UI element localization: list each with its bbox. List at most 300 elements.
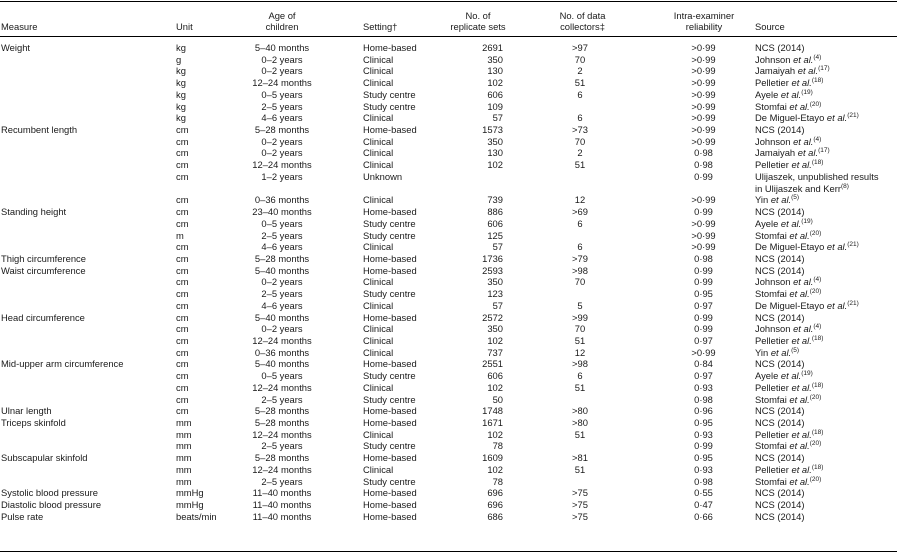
setting-cell: Clinical — [363, 241, 394, 253]
replicate-cell: 606 — [487, 370, 503, 382]
collectors-cell: 51 — [574, 463, 586, 475]
reliability-cell: 0·93 — [694, 428, 713, 440]
reliability-cell: 0·98 — [694, 393, 713, 405]
replicate-cell: 1736 — [482, 252, 503, 264]
age-cell: 12–24 months — [252, 159, 312, 171]
replicate-cell: 130 — [487, 65, 503, 77]
source-cell — [755, 89, 813, 101]
age-cell: 0–2 years — [261, 276, 303, 288]
reliability-cell: >0·99 — [691, 124, 716, 136]
replicate-cell: 102 — [487, 335, 503, 346]
header-setting-text: Setting† — [363, 21, 398, 32]
source-cell — [755, 417, 805, 429]
collectors-cell: >81 — [572, 452, 588, 464]
table-row — [0, 147, 897, 159]
collectors-cell: 6 — [577, 88, 583, 100]
reliability-cell: 0·96 — [694, 405, 713, 417]
reliability-cell: 0·95 — [694, 452, 713, 464]
unit-cell: cm — [176, 335, 189, 346]
unit-cell: cm — [176, 381, 189, 393]
replicate-cell: 886 — [487, 206, 503, 218]
age-cell: 2–5 years — [261, 440, 303, 452]
table-row — [0, 382, 897, 394]
setting-cell: Clinical — [363, 53, 394, 65]
replicate-cell: 57 — [492, 299, 503, 311]
reliability-cell: 0·98 — [694, 159, 713, 171]
age-cell: 2–5 years — [261, 475, 303, 487]
replicate-cell: 350 — [487, 53, 503, 65]
source-line: Yin et al.$^{(5)}$ — [755, 346, 800, 358]
collectors-cell: >97 — [572, 42, 588, 53]
unit-cell: cm — [176, 264, 189, 276]
collectors-cell: >79 — [572, 252, 588, 264]
table-row — [0, 241, 897, 253]
unit-cell: cm — [176, 252, 189, 264]
source-cell — [755, 276, 821, 288]
setting-cell: Home-based — [363, 264, 417, 276]
age-cell: 0–36 months — [254, 194, 310, 206]
source-cell — [755, 358, 805, 370]
reliability-cell: >0·99 — [691, 346, 716, 358]
source-cell — [755, 464, 823, 476]
setting-cell: Home-based — [363, 405, 417, 417]
source-line: Johnson et al.$^{(4)}$ — [755, 53, 822, 65]
unit-cell: cm — [176, 241, 189, 253]
header-replicate-line1: No. of — [465, 10, 491, 21]
reliability-cell: 0·99 — [694, 264, 713, 276]
measure-cell: Triceps skinfold — [1, 417, 66, 429]
replicate-cell: 350 — [487, 135, 503, 147]
source-cell — [755, 476, 821, 488]
source-line: Stomfai et al.$^{(20)}$ — [755, 229, 822, 241]
replicate-cell: 686 — [487, 510, 503, 522]
source-cell — [755, 405, 805, 417]
source-cell — [755, 452, 805, 464]
source-cell — [755, 312, 805, 324]
setting-cell: Home-based — [363, 358, 417, 370]
reliability-cell: >0·99 — [691, 88, 716, 100]
unit-cell: cm — [176, 170, 189, 182]
table-row — [0, 194, 897, 206]
reliability-cell: 0·97 — [694, 335, 713, 346]
replicate-cell: 1573 — [482, 124, 503, 136]
reliability-cell: 0·95 — [694, 417, 713, 429]
collectors-cell: 51 — [574, 77, 586, 89]
setting-cell: Clinical — [363, 428, 394, 440]
reliability-cell: >0·99 — [691, 194, 716, 206]
collectors-cell: 51 — [574, 159, 586, 171]
table-row — [0, 335, 897, 347]
age-cell: 0–2 years — [261, 147, 303, 159]
setting-cell: Clinical — [363, 159, 394, 171]
reliability-cell: >0·99 — [691, 241, 716, 253]
unit-cell: cm — [176, 276, 189, 288]
table-row — [0, 347, 897, 359]
collectors-cell: 51 — [574, 335, 586, 346]
setting-cell: Home-based — [363, 487, 417, 499]
reliability-cell: 0·97 — [694, 370, 713, 382]
source-line: De Miguel-Etayo et al.$^{(21)}$ — [755, 299, 859, 311]
measure-cell: Diastolic blood pressure — [1, 499, 102, 511]
source-line: Jamaiyah et al.$^{(17)}$ — [755, 65, 830, 77]
header-collectors-line2: collectors‡ — [560, 21, 605, 32]
collectors-cell: 12 — [574, 194, 586, 206]
unit-cell: mm — [176, 475, 192, 487]
reliability-cell: 0·84 — [694, 358, 713, 370]
table-row — [0, 136, 897, 148]
table-row — [0, 358, 897, 370]
replicate-cell: 102 — [487, 159, 503, 171]
replicate-cell: 102 — [487, 381, 503, 393]
reliability-cell: 0·99 — [694, 311, 713, 323]
collectors-cell: 5 — [577, 299, 583, 311]
table-row — [0, 417, 897, 429]
table-row — [0, 487, 897, 499]
source-cell — [755, 382, 823, 394]
source-line: Jamaiyah et al.$^{(17)}$ — [755, 147, 830, 159]
replicate-cell: 606 — [487, 88, 503, 100]
setting-cell: Study centre — [363, 440, 416, 452]
collectors-cell: >99 — [572, 311, 588, 323]
header-reliability-line2: reliability — [685, 21, 723, 32]
replicate-cell: 109 — [487, 100, 503, 112]
setting-cell: Clinical — [363, 299, 394, 311]
age-cell: 2–5 years — [261, 100, 303, 112]
age-cell: 12–24 months — [252, 335, 312, 346]
unit-cell: kg — [176, 42, 186, 53]
age-cell: 12–24 months — [252, 381, 312, 393]
replicate-cell: 50 — [492, 393, 503, 405]
setting-cell: Study centre — [363, 88, 416, 100]
source-cell — [755, 511, 805, 523]
source-cell — [755, 440, 821, 452]
unit-cell: cm — [176, 135, 189, 147]
unit-cell: mm — [176, 463, 192, 475]
header-age-line2: children — [265, 21, 299, 32]
age-cell: 2–5 years — [261, 393, 303, 405]
source-cell — [755, 429, 823, 441]
table-row — [0, 230, 897, 242]
source-cell — [755, 206, 805, 218]
unit-cell: cm — [176, 346, 189, 358]
source-cell — [755, 112, 859, 124]
replicate-cell: 1609 — [482, 452, 503, 464]
top-rule — [0, 1, 897, 2]
source-line: Stomfai et al.$^{(20)}$ — [755, 475, 822, 487]
setting-cell: Clinical — [363, 65, 394, 77]
measure-cell: Thigh circumference — [1, 252, 86, 264]
source-line: Johnson et al.$^{(4)}$ — [755, 276, 822, 288]
age-cell: 5–28 months — [254, 405, 310, 417]
source-line: Johnson et al.$^{(4)}$ — [755, 135, 822, 147]
source-cell — [755, 370, 813, 382]
source-line: De Miguel-Etayo et al.$^{(21)}$ — [755, 112, 859, 124]
collectors-cell: 70 — [574, 135, 586, 147]
source-cell — [755, 159, 823, 171]
measure-cell: Waist circumference — [1, 264, 86, 276]
replicate-cell: 125 — [487, 229, 503, 241]
source-line: NCS (2014) — [755, 252, 805, 264]
table-row — [0, 300, 897, 312]
source-cell — [755, 171, 879, 195]
reliability-cell: 0·93 — [694, 381, 713, 393]
setting-cell: Home-based — [363, 510, 417, 522]
setting-cell: Clinical — [363, 335, 394, 346]
source-line: NCS (2014) — [755, 206, 805, 218]
reliability-cell: >0·99 — [691, 217, 716, 229]
setting-cell: Clinical — [363, 463, 394, 475]
unit-cell: beats/min — [176, 510, 217, 522]
age-cell: 5–28 months — [254, 252, 310, 264]
unit-cell: cm — [176, 206, 189, 218]
age-cell: 5–40 months — [254, 311, 310, 323]
table-row — [0, 476, 897, 488]
replicate-cell: 737 — [487, 346, 503, 358]
age-cell: 5–28 months — [254, 124, 310, 136]
source-line: Johnson et al.$^{(4)}$ — [755, 323, 822, 335]
table-row — [0, 206, 897, 218]
age-cell: 0–5 years — [261, 88, 303, 100]
replicate-cell: 1748 — [482, 405, 503, 417]
collectors-cell: 6 — [577, 217, 583, 229]
age-cell: 23–40 months — [252, 206, 312, 218]
source-cell — [755, 300, 859, 312]
unit-cell: mmHg — [176, 487, 204, 499]
reliability-cell: 0·93 — [694, 463, 713, 475]
collectors-cell: 70 — [574, 323, 586, 335]
table-row — [0, 312, 897, 324]
header-source-text: Source — [755, 21, 785, 32]
source-cell — [755, 499, 805, 511]
reliability-cell: >0·99 — [691, 112, 716, 124]
age-cell: 11–40 months — [252, 510, 312, 522]
age-cell: 4–6 years — [261, 241, 303, 253]
age-cell: 4–6 years — [261, 112, 303, 124]
replicate-cell: 57 — [492, 241, 503, 253]
table-row — [0, 370, 897, 382]
source-cell — [755, 487, 805, 499]
collectors-cell: 2 — [577, 65, 583, 77]
age-cell: 5–28 months — [254, 417, 310, 429]
reliability-cell: >0·99 — [691, 65, 716, 77]
table-row — [0, 54, 897, 66]
table-row — [0, 405, 897, 417]
collectors-cell: >80 — [572, 417, 588, 429]
unit-cell: cm — [176, 323, 189, 335]
source-cell — [755, 347, 799, 359]
collectors-cell: 6 — [577, 241, 583, 253]
source-cell — [755, 194, 799, 206]
age-cell: 0–2 years — [261, 135, 303, 147]
reliability-cell: 0·99 — [694, 276, 713, 288]
unit-cell: kg — [176, 100, 186, 112]
source-line: NCS (2014) — [755, 311, 805, 323]
setting-cell: Study centre — [363, 393, 416, 405]
unit-cell: mmHg — [176, 499, 204, 511]
setting-cell: Home-based — [363, 311, 417, 323]
table-row — [0, 276, 897, 288]
collectors-cell: >75 — [572, 510, 588, 522]
replicate-cell: 350 — [487, 323, 503, 335]
reliability-cell: >0·99 — [691, 135, 716, 147]
collectors-cell: 6 — [577, 370, 583, 382]
source-line: in Ulijaszek and Kerr$^{(8)}$ — [755, 182, 849, 194]
table-row — [0, 89, 897, 101]
reliability-cell: 0·99 — [694, 323, 713, 335]
source-line: Ayele et al.$^{(19)}$ — [755, 370, 813, 382]
header-collectors-line1: No. of data — [559, 10, 606, 21]
age-cell: 4–6 years — [261, 299, 303, 311]
collectors-cell: >80 — [572, 405, 588, 417]
replicate-cell: 102 — [487, 463, 503, 475]
header-reliability — [662, 10, 746, 32]
table-row — [0, 429, 897, 441]
unit-cell: cm — [176, 159, 189, 171]
source-line: Stomfai et al.$^{(20)}$ — [755, 100, 822, 112]
source-cell — [755, 335, 823, 347]
setting-cell: Home-based — [363, 42, 417, 53]
table-row — [0, 452, 897, 464]
reliability-cell: >0·99 — [691, 42, 716, 53]
age-cell: 0–5 years — [261, 217, 303, 229]
measure-cell: Weight — [1, 42, 31, 53]
source-line: Stomfai et al.$^{(20)}$ — [755, 288, 822, 300]
table-row — [0, 511, 897, 523]
reliability-cell: 0·99 — [694, 206, 713, 218]
header-unit — [176, 21, 193, 32]
source-line: NCS (2014) — [755, 358, 805, 370]
reliability-cell: 0·95 — [694, 288, 713, 300]
unit-cell: kg — [176, 112, 186, 124]
replicate-cell: 2691 — [482, 42, 503, 53]
table-row — [0, 159, 897, 171]
source-cell — [755, 42, 805, 54]
header-collectors — [545, 10, 620, 32]
age-cell: 12–24 months — [252, 428, 312, 440]
collectors-cell: >75 — [572, 487, 588, 499]
source-line: Pelletier et al.$^{(18)}$ — [755, 77, 824, 89]
unit-cell: cm — [176, 124, 189, 136]
measure-cell: Subscapular skinfold — [1, 452, 88, 464]
age-cell: 1–2 years — [261, 170, 303, 182]
age-cell: 0–2 years — [261, 53, 303, 65]
source-line: NCS (2014) — [755, 264, 805, 276]
source-line: Yin et al.$^{(5)}$ — [755, 194, 800, 206]
table-row — [0, 253, 897, 265]
unit-cell: kg — [176, 65, 186, 77]
measure-cell: Recumbent length — [1, 124, 78, 136]
measure-cell: Ulnar length — [1, 405, 52, 417]
age-cell: 0–36 months — [254, 346, 310, 358]
age-cell: 5–40 months — [254, 264, 310, 276]
unit-cell: cm — [176, 288, 189, 300]
replicate-cell: 2593 — [482, 264, 503, 276]
reliability-cell: 0·66 — [694, 510, 713, 522]
replicate-cell: 696 — [487, 487, 503, 499]
setting-cell: Clinical — [363, 381, 394, 393]
unit-cell: cm — [176, 405, 189, 417]
table-row — [0, 170, 897, 194]
age-cell: 0–2 years — [261, 323, 303, 335]
source-line: NCS (2014) — [755, 452, 805, 464]
source-cell — [755, 147, 830, 159]
setting-cell: Study centre — [363, 217, 416, 229]
source-cell — [755, 136, 821, 148]
source-line: NCS (2014) — [755, 124, 805, 136]
table-row — [0, 323, 897, 335]
replicate-cell: 123 — [487, 288, 503, 300]
reliability-cell: 0·98 — [694, 252, 713, 264]
setting-cell: Study centre — [363, 100, 416, 112]
unit-cell: cm — [176, 217, 189, 229]
source-line: Pelletier et al.$^{(18)}$ — [755, 381, 824, 393]
collectors-cell: >73 — [572, 124, 588, 136]
header-measure-text: Measure — [1, 21, 38, 32]
collectors-cell: >69 — [572, 206, 588, 218]
source-cell — [755, 288, 821, 300]
reliability-cell: 0·98 — [694, 147, 713, 159]
header-replicate-line2: replicate sets — [450, 21, 506, 32]
source-cell — [755, 218, 813, 230]
source-line: Ayele et al.$^{(19)}$ — [755, 217, 813, 229]
header-reliability-line1: Intra-examiner — [673, 10, 735, 21]
table-row — [0, 112, 897, 124]
bottom-rule — [0, 551, 897, 552]
collectors-cell: 70 — [574, 276, 586, 288]
collectors-cell: >75 — [572, 499, 588, 511]
table-row — [0, 65, 897, 77]
source-line: De Miguel-Etayo et al.$^{(21)}$ — [755, 241, 859, 253]
replicate-cell: 606 — [487, 217, 503, 229]
collectors-cell: 51 — [574, 381, 586, 393]
header-measure — [1, 21, 37, 32]
reliability-cell: 0·55 — [694, 487, 713, 499]
age-cell: 5–40 months — [254, 358, 310, 370]
table-row — [0, 124, 897, 136]
setting-cell: Clinical — [363, 276, 394, 288]
unit-cell: cm — [176, 299, 189, 311]
source-cell — [755, 265, 805, 277]
age-cell: 0–2 years — [261, 65, 303, 77]
source-line: Ulijaszek, unpublished results — [755, 170, 879, 182]
unit-cell: cm — [176, 311, 189, 323]
setting-cell: Clinical — [363, 77, 394, 89]
table-row — [0, 101, 897, 113]
reliability-cell: 0·99 — [694, 170, 713, 182]
table-row — [0, 288, 897, 300]
source-line: NCS (2014) — [755, 499, 805, 511]
age-cell: 0–5 years — [261, 370, 303, 382]
table-row — [0, 42, 897, 54]
unit-cell: g — [176, 53, 182, 65]
setting-cell: Study centre — [363, 370, 416, 382]
source-line: NCS (2014) — [755, 487, 805, 499]
setting-cell: Home-based — [363, 252, 417, 264]
table-row — [0, 218, 897, 230]
setting-cell: Clinical — [363, 112, 394, 124]
table-row — [0, 440, 897, 452]
setting-cell: Study centre — [363, 288, 416, 300]
reliability-cell: >0·99 — [691, 77, 716, 89]
collectors-cell: 2 — [577, 147, 583, 159]
setting-cell: Home-based — [363, 417, 417, 429]
unit-cell: m — [176, 229, 184, 241]
age-cell: 5–28 months — [254, 452, 310, 464]
measure-cell: Standing height — [1, 206, 67, 218]
age-cell: 11–40 months — [252, 487, 312, 499]
unit-cell: mm — [176, 417, 192, 429]
collectors-cell: >98 — [572, 358, 588, 370]
